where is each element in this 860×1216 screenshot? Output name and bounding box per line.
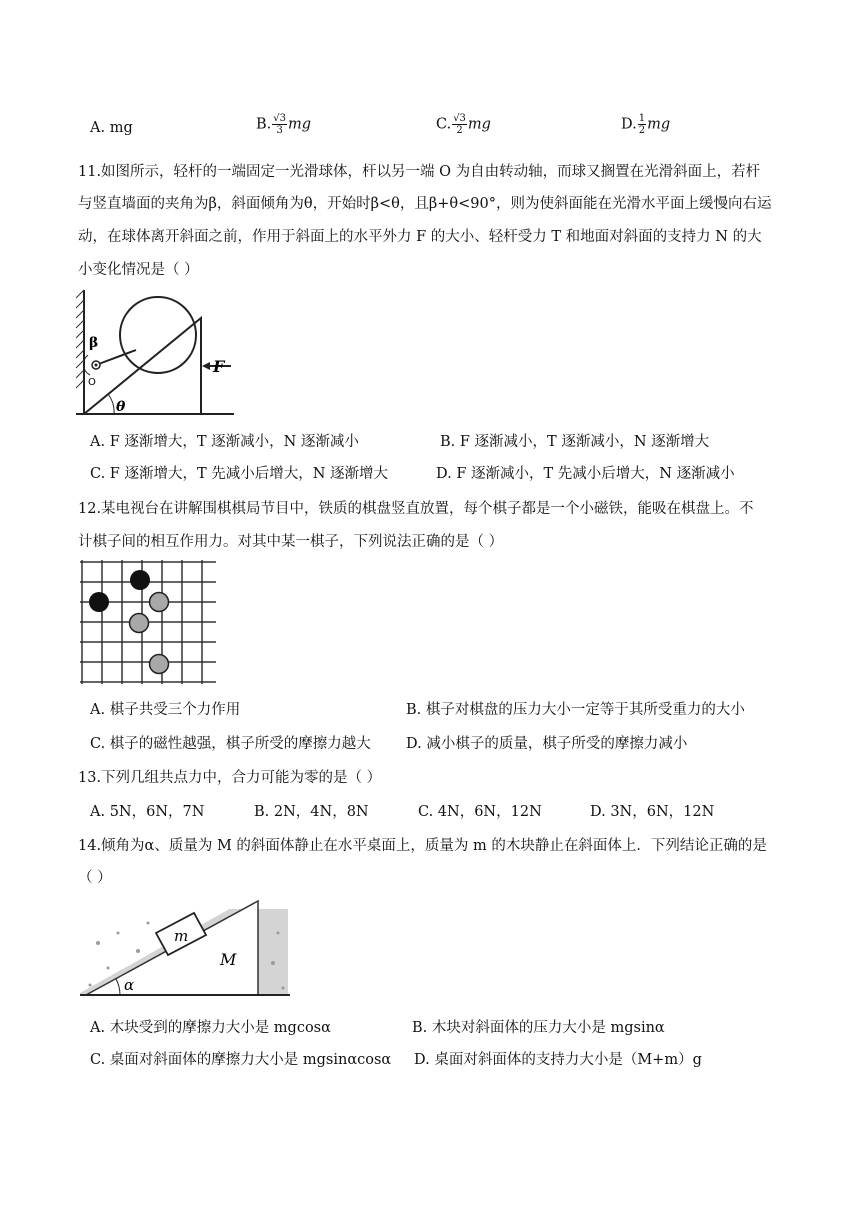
q14-stem-line2: （ ）	[78, 870, 112, 886]
q10-option-d-fraction	[638, 113, 646, 136]
q14-option-d: D. 桌面对斜面体的支持力大小是（M+m）g	[414, 1052, 702, 1068]
q11-label-o: O	[88, 377, 96, 388]
q11-stem-line3: 动，在球体离开斜面之前，作用于斜面上的水平外力 F 的大小、轻杆受力 T 和地面对斜面的支持力 N 的大	[78, 229, 762, 245]
gray-stone	[150, 655, 169, 674]
q12-option-c: C. 棋子的磁性越强，棋子所受的摩擦力越大	[90, 736, 371, 752]
fraction-denominator: 2	[638, 125, 646, 136]
q10-option-d-mg: mg	[647, 116, 671, 133]
q13-option-a: A. 5N，6N，7N	[90, 804, 205, 820]
q10-option-c-prefix: C.	[436, 116, 452, 133]
fraction-numerator: 1	[638, 113, 646, 124]
q12-go-board-figure	[80, 560, 220, 688]
fraction-numerator: √3	[273, 113, 286, 124]
q11-stem-line1: 11.如图所示，轻杆的一端固定一光滑球体，杆以另一端 O 为自由转动轴，而球又搁置在光滑斜面上，若杆	[78, 164, 761, 180]
q10-option-b-mg: mg	[288, 116, 312, 133]
q10-option-d-prefix: D.	[621, 116, 637, 133]
q12-stem-line2: 计棋子间的相互作用力。对其中某一棋子，下列说法正确的是（ ）	[78, 534, 504, 550]
black-stone	[130, 570, 150, 590]
q13-option-c: C. 4N，6N，12N	[418, 804, 542, 820]
gray-stone	[130, 614, 149, 633]
q11-option-b: B. F 逐渐减小，T 逐渐减小，N 逐渐增大	[440, 434, 710, 450]
q12-option-a: A. 棋子共受三个力作用	[90, 702, 241, 718]
q10-option-c-mg: mg	[467, 116, 491, 133]
q11-label-f: F	[213, 357, 225, 376]
q13-option-b: B. 2N，4N，8N	[254, 804, 369, 820]
q14-option-c: C. 桌面对斜面体的摩擦力大小是 mgsinαcosα	[90, 1052, 392, 1068]
q11-option-d: D. F 逐渐减小，T 先减小后增大，N 逐渐减小	[436, 466, 735, 482]
q14-label-m: m	[174, 927, 189, 945]
q10-option-d	[621, 113, 670, 136]
q11-stem-line4: 小变化情况是（ ）	[78, 262, 199, 278]
q11-option-a: A. F 逐渐增大，T 逐渐减小，N 逐渐减小	[90, 434, 359, 450]
q11-label-theta: θ	[116, 399, 126, 415]
q13-option-d: D. 3N，6N，12N	[590, 804, 715, 820]
q14-label-alpha: α	[124, 976, 135, 994]
q10-option-c	[436, 113, 491, 136]
black-stone	[89, 592, 109, 612]
fraction-denominator: 3	[276, 125, 283, 136]
q12-option-b: B. 棋子对棋盘的压力大小一定等于其所受重力的大小	[406, 702, 745, 718]
gray-stone	[150, 593, 169, 612]
fraction-numerator: √3	[453, 113, 466, 124]
q10-option-a: A. mg	[90, 120, 133, 136]
q14-stem-line1: 14.倾角为α、质量为 M 的斜面体静止在水平桌面上，质量为 m 的木块静止在斜面体上．下列结论正确的是	[78, 838, 767, 854]
fraction-denominator: 2	[456, 125, 463, 136]
q14-incline-block-figure	[78, 893, 293, 1005]
q14-option-b: B. 木块对斜面体的压力大小是 mgsinα	[412, 1020, 665, 1036]
q14-label-big-m: M	[220, 950, 237, 969]
q11-incline-ball-figure	[76, 290, 236, 415]
q11-stem-line2: 与竖直墙面的夹角为β，斜面倾角为θ，开始时β<θ，且β+θ<90°，则为使斜面能在光滑水平面上缓慢向右运	[78, 196, 772, 212]
q13-stem-line1: 13.下列几组共点力中，合力可能为零的是（ ）	[78, 770, 382, 786]
q14-option-a: A. 木块受到的摩擦力大小是 mgcosα	[90, 1020, 331, 1036]
q10-option-c-fraction	[452, 113, 467, 136]
q10-option-b-fraction	[272, 113, 287, 136]
q11-label-beta: β	[89, 335, 99, 351]
q12-stem-line1: 12.某电视台在讲解围棋棋局节目中，铁质的棋盘竖直放置，每个棋子都是一个小磁铁，能吸在棋盘上。不	[78, 501, 754, 517]
q10-option-b-prefix: B.	[256, 116, 272, 133]
q12-option-d: D. 减小棋子的质量，棋子所受的摩擦力减小	[406, 736, 688, 752]
q10-option-b	[256, 113, 311, 136]
q11-option-c: C. F 逐渐增大，T 先减小后增大，N 逐渐增大	[90, 466, 389, 482]
